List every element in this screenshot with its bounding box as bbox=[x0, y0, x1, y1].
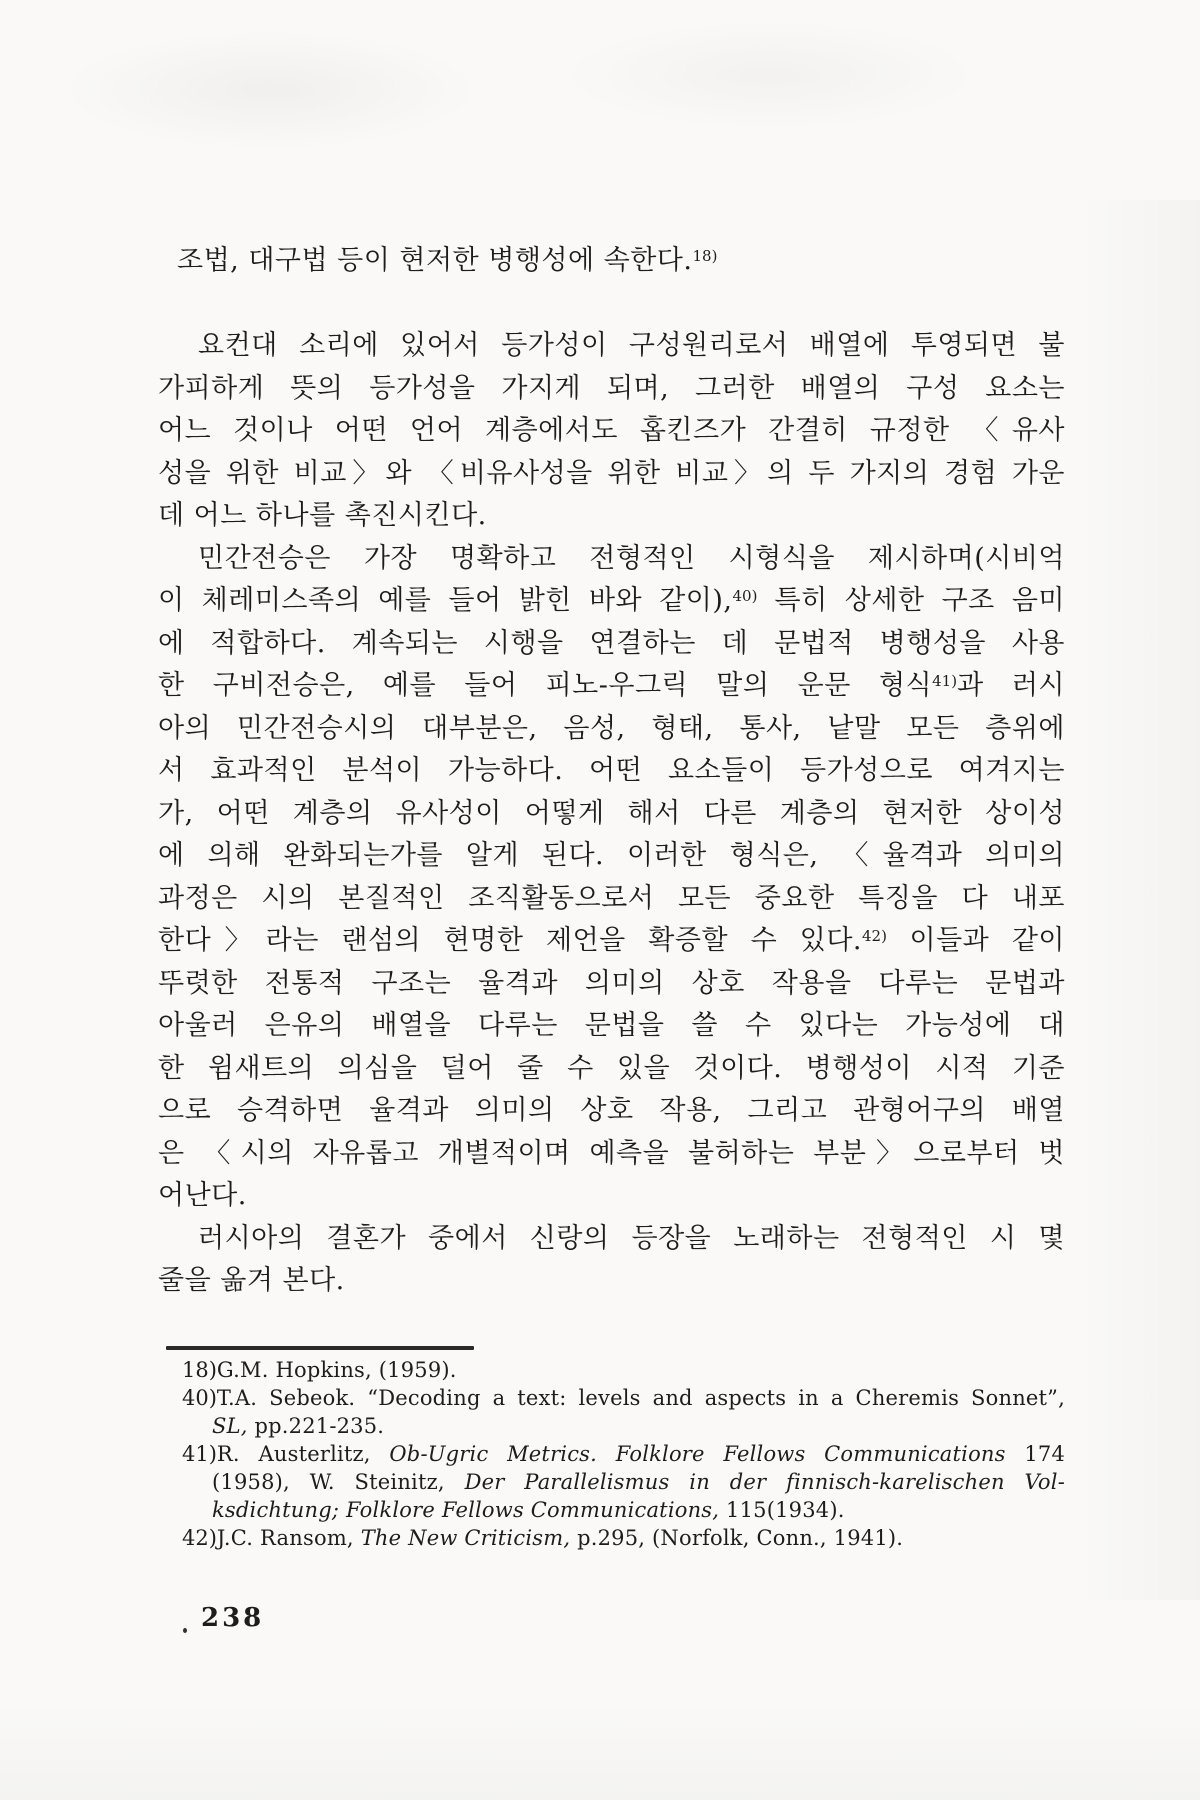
body-line-text: 가피하게 뜻의 등가성을 가지게 되며, 그러한 배열의 구성 요소는 bbox=[158, 372, 1065, 404]
footnote-number bbox=[182, 1496, 212, 1524]
body-line bbox=[158, 878, 1065, 921]
body-line bbox=[158, 793, 1065, 836]
body-line bbox=[158, 750, 1065, 793]
body-line-text: 과정은 시의 본질적인 조직활동으로서 모든 중요한 특징을 다 내포 bbox=[158, 882, 1065, 914]
footnote-text bbox=[212, 1412, 1065, 1440]
body-line-text: 가, 어떤 계층의 유사성이 어떻게 해서 다른 계층의 현저한 상이성 bbox=[158, 797, 1065, 829]
footnote-ref-41: 41) bbox=[932, 672, 958, 690]
body-line bbox=[158, 963, 1065, 1006]
body-line bbox=[158, 1133, 1065, 1176]
footnote-number: 40) bbox=[182, 1386, 217, 1410]
body-line bbox=[158, 453, 1065, 496]
footnote-line bbox=[182, 1384, 1065, 1412]
body-line bbox=[158, 835, 1065, 878]
body-line bbox=[158, 665, 1065, 708]
footnote-line bbox=[182, 1356, 1065, 1384]
body-line-text: 한다〉라는 랜섬의 현명한 제언을 확증할 수 있다. bbox=[158, 925, 862, 956]
body-text bbox=[158, 240, 1065, 1303]
page-number: 238 bbox=[201, 1603, 265, 1633]
body-line-text: 으로 승격하면 율격과 의미의 상호 작용, 그리고 관형어구의 배열 bbox=[158, 1095, 1065, 1126]
footnote-line bbox=[182, 1440, 1065, 1468]
footnote-text bbox=[212, 1496, 1065, 1524]
body-line bbox=[158, 1260, 1065, 1303]
body-line-text: 어난다. bbox=[158, 1180, 247, 1211]
footnote-line bbox=[182, 1468, 1065, 1496]
footnote-seg-italic: The New Criticism, bbox=[360, 1526, 571, 1550]
body-line bbox=[158, 410, 1065, 453]
body-line-text: 데 어느 하나를 촉진시킨다. bbox=[158, 500, 487, 531]
body-line bbox=[158, 708, 1065, 751]
body-line-text: 서 효과적인 분석이 가능하다. 어떤 요소들이 등가성으로 여겨지는 bbox=[158, 755, 1065, 786]
body-line-text: 한 윔새트의 의심을 덜어 줄 수 있을 것이다. 병행성이 시적 기준 bbox=[158, 1052, 1065, 1084]
scan-smudge bbox=[0, 1700, 1200, 1800]
footnote-text bbox=[217, 1384, 1065, 1412]
footnote-divider bbox=[166, 1346, 474, 1350]
body-line-text: 민간전승은 가장 명확하고 전형적인 시형식을 제시하며(시비억 bbox=[198, 542, 1065, 574]
body-line bbox=[158, 1090, 1065, 1133]
body-line-text: 요컨대 소리에 있어서 등가성이 구성원리로서 배열에 투영되면 불 bbox=[198, 330, 1065, 361]
body-line-text: 성을 위한 비교〉와 〈비유사성을 위한 비교〉의 두 가지의 경험 가운 bbox=[158, 457, 1065, 489]
body-line-text: 러시아의 결혼가 중에서 신랑의 등장을 노래하는 전형적인 시 몇 bbox=[198, 1222, 1065, 1254]
body-line bbox=[158, 1218, 1065, 1261]
body-line bbox=[158, 538, 1065, 581]
body-line-text: 에 의해 완화되는가를 알게 된다. 이러한 형식은, 〈율격과 의미의 bbox=[158, 840, 1065, 871]
body-line bbox=[158, 580, 1065, 623]
body-line-text: 아의 민간전승시의 대부분은, 음성, 형태, 통사, 낱말 모든 층위에 bbox=[158, 712, 1065, 744]
body-line-text: 아울러 은유의 배열을 다루는 문법을 쓸 수 있다는 가능성에 대 bbox=[158, 1010, 1065, 1041]
body-line-text: 과 러시 bbox=[957, 670, 1065, 701]
body-line-text: 한 구비전승은, 예를 들어 피노-우그릭 말의 운문 형식 bbox=[158, 670, 933, 701]
footnote-seg: p.295, (Norfolk, Conn., 1941). bbox=[570, 1526, 904, 1550]
body-line-text: 이 체레미스족의 예를 들어 밝힌 바와 같이), bbox=[158, 585, 733, 616]
body-line-text: 이들과 같이 bbox=[886, 925, 1065, 956]
footnote-line bbox=[182, 1496, 1065, 1524]
body-line-text: 줄을 옮겨 본다. bbox=[158, 1265, 345, 1296]
ink-dot bbox=[183, 1628, 187, 1633]
footnote-line bbox=[182, 1412, 1065, 1440]
footnote-number: 41) bbox=[182, 1442, 217, 1466]
footnote-number: 42) bbox=[182, 1526, 217, 1550]
body-line bbox=[158, 1048, 1065, 1091]
body-line-text: 뚜렷한 전통적 구조는 율격과 의미의 상호 작용을 다루는 문법과 bbox=[158, 967, 1065, 999]
footnote-number bbox=[182, 1468, 212, 1496]
body-line bbox=[158, 495, 1065, 538]
body-line bbox=[158, 920, 1065, 963]
scan-smudge bbox=[1080, 200, 1200, 1600]
footnote-text bbox=[217, 1524, 1065, 1552]
footnote-seg-italic: Der Parallelismus in der finnisch-karelischen Vol- bbox=[464, 1470, 1065, 1494]
body-line bbox=[158, 325, 1065, 368]
footnote-number: 18) bbox=[182, 1358, 217, 1382]
footnote-seg: G.M. Hopkins, (1959). bbox=[216, 1358, 457, 1382]
footnote-ref-18: 18) bbox=[692, 247, 718, 265]
footnote-line bbox=[182, 1524, 1065, 1552]
footnote-seg-italic: SL, bbox=[212, 1414, 248, 1438]
footnote-text bbox=[217, 1356, 1065, 1384]
footnote-seg: 174 bbox=[1005, 1442, 1065, 1466]
footnote-seg: R. Austerlitz, bbox=[216, 1442, 390, 1466]
body-line bbox=[158, 368, 1065, 411]
footnote-ref-40: 40) bbox=[732, 587, 758, 605]
footnotes bbox=[182, 1356, 1065, 1552]
footnote-ref-42: 42) bbox=[862, 927, 887, 945]
body-line bbox=[158, 623, 1065, 666]
body-line-text: 에 적합하다. 계속되는 시행을 연결하는 데 문법적 병행성을 사용 bbox=[158, 627, 1065, 659]
body-line bbox=[158, 240, 1065, 283]
footnote-seg: 115(1934). bbox=[719, 1498, 845, 1522]
body-line bbox=[158, 1175, 1065, 1218]
footnote-seg-italic: ksdichtung; Folklore Fellows Communications, bbox=[212, 1498, 720, 1522]
body-line-text: 조법, 대구법 등이 현저한 병행성에 속한다. bbox=[177, 245, 693, 276]
footnote-seg: T.A. Sebeok. “Decoding a text: levels and aspects in a Cheremis Sonnet”, bbox=[216, 1386, 1065, 1410]
footnote-number bbox=[182, 1412, 212, 1440]
footnote-seg: pp.221-235. bbox=[247, 1414, 385, 1438]
scan-smudge bbox=[560, 20, 980, 130]
footnote-text bbox=[217, 1440, 1065, 1468]
scan-smudge bbox=[60, 30, 480, 150]
body-line-text: 특히 상세한 구조 음미 bbox=[757, 585, 1065, 616]
body-line-text: 어느 것이나 어떤 언어 계층에서도 홉킨즈가 간결히 규정한 〈유사 bbox=[158, 415, 1065, 446]
footnote-seg-italic: Ob-Ugric Metrics. Folklore Fellows Communications bbox=[389, 1442, 1006, 1466]
footnote-text bbox=[212, 1468, 1065, 1496]
body-line bbox=[158, 1005, 1065, 1048]
footnote-seg: (1958), W. Steinitz, bbox=[212, 1470, 465, 1494]
body-line-text: 은 〈시의 자유롭고 개별적이며 예측을 불허하는 부분〉으로부터 벗 bbox=[158, 1137, 1065, 1169]
footnote-seg: J.C. Ransom, bbox=[216, 1526, 361, 1550]
